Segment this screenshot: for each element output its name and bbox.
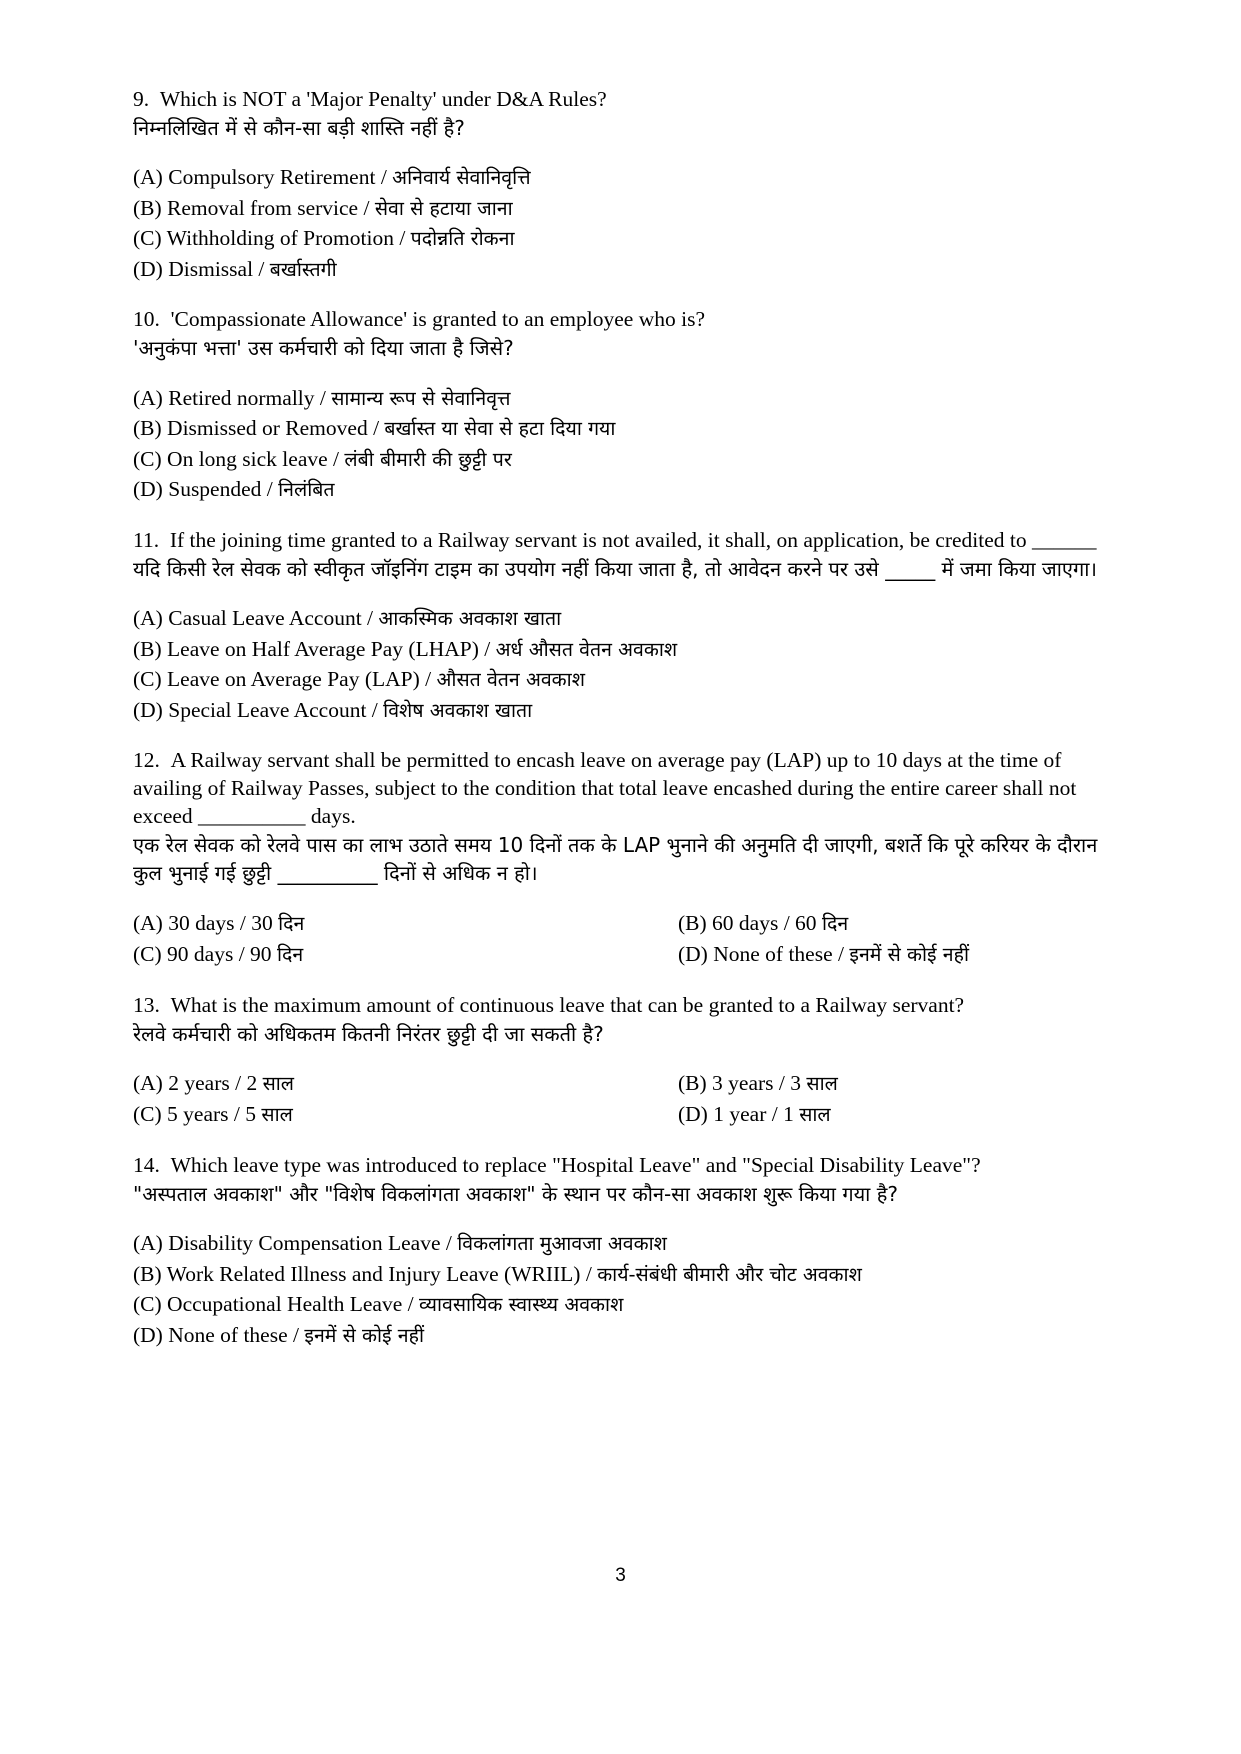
option-label: (D) <box>133 477 163 502</box>
option-label: (D) <box>678 941 708 966</box>
option-label: (D) <box>133 1322 163 1347</box>
question-number: 11. <box>133 527 160 552</box>
stem-options-spacer <box>133 363 1123 383</box>
option-list <box>133 908 1123 970</box>
option-text-en: Special Leave Account / <box>168 697 378 722</box>
option-text-en: None of these / <box>713 941 844 966</box>
option-text-hi: पदोन्नति रोकना <box>410 227 515 251</box>
option-text-en: Withholding of Promotion / <box>166 226 406 251</box>
option-text-hi: व्यावसायिक स्वास्थ्य अवकाश <box>418 1293 624 1317</box>
option-item[interactable] <box>133 162 1123 193</box>
option-label: (A) <box>133 1231 163 1256</box>
option-text-en: 1 year / 1 <box>713 1101 794 1126</box>
stem-options-spacer <box>133 1048 1123 1068</box>
option-text-hi: दिन <box>276 942 304 966</box>
option-text-hi: इनमें से कोई नहीं <box>849 942 970 966</box>
option-text-hi: बर्खास्तगी <box>269 257 337 281</box>
question-block <box>133 992 1123 1130</box>
stem-options-spacer <box>133 888 1123 908</box>
option-item[interactable] <box>133 603 1123 634</box>
option-text-en: Disability Compensation Leave / <box>168 1231 452 1256</box>
option-item[interactable] <box>133 1228 1123 1259</box>
option-item[interactable] <box>133 444 1123 475</box>
question-stem-hi: "अस्पताल अवकाश" और "विशेष विकलांगता अवकाश" के स्थान पर कौन-सा अवकाश शुरू किया गया है? <box>133 1181 898 1206</box>
option-label: (D) <box>678 1101 708 1126</box>
option-text-en: Leave on Average Pay (LAP) / <box>167 667 432 692</box>
option-item[interactable] <box>678 908 1123 939</box>
question-stem-hi: एक रेल सेवक को रेलवे पास का लाभ उठाते समय 10 दिनों तक के LAP भुनाने की अनुमति दी जाएगी, बशर्ते कि पूरे करियर के दौरान कुल भुनाई गई छुट्टी __________ दिनों से अधिक न हो। <box>133 832 1098 886</box>
question-block <box>133 527 1123 725</box>
option-label: (C) <box>133 446 162 471</box>
option-label: (C) <box>133 1101 162 1126</box>
option-text-hi: अनिवार्य सेवानिवृत्ति <box>392 166 531 190</box>
option-label: (B) <box>133 195 162 220</box>
question-number: 12. <box>133 748 160 773</box>
question-list <box>133 86 1123 1350</box>
option-list <box>133 603 1123 725</box>
option-item[interactable] <box>133 474 1123 505</box>
option-text-hi: विशेष अवकाश खाता <box>383 698 533 722</box>
question-stem-hi: निम्नलिखित में से कौन-सा बड़ी शास्ति नहीं है? <box>133 115 465 140</box>
option-item[interactable] <box>133 1259 1123 1290</box>
question-number: 13. <box>133 992 160 1017</box>
option-label: (A) <box>133 606 163 631</box>
option-text-hi: निलंबित <box>278 478 335 502</box>
option-label: (C) <box>133 226 162 251</box>
question-text-en: Which leave type was introduced to replace "Hospital Leave" and "Special Disability Leave"? <box>170 1152 981 1177</box>
option-label: (A) <box>133 385 163 410</box>
question-stem-en <box>133 527 1123 555</box>
option-list <box>133 1228 1123 1350</box>
option-item[interactable] <box>133 223 1123 254</box>
option-list <box>133 162 1123 284</box>
question-text-en: A Railway servant shall be permitted to encash leave on average pay (LAP) up to 10 days at the time of availing of Railway Passes, subject to the condition that total leave encashed during the entire career shall not exceed __________ days. <box>133 748 1077 829</box>
option-label: (C) <box>133 667 162 692</box>
option-item[interactable] <box>133 664 1123 695</box>
option-label: (B) <box>133 416 162 441</box>
option-text-en: 60 days / 60 <box>712 910 817 935</box>
question-block <box>133 747 1123 970</box>
option-item[interactable] <box>133 1068 678 1099</box>
question-number: 14. <box>133 1152 160 1177</box>
option-list <box>133 1068 1123 1130</box>
option-text-en: Compulsory Retirement / <box>168 165 387 190</box>
option-text-hi: विकलांगता मुआवजा अवकाश <box>457 1232 667 1256</box>
option-item[interactable] <box>133 383 1123 414</box>
option-text-hi: दिन <box>278 911 305 935</box>
question-text-en: What is the maximum amount of continuous leave that can be granted to a Railway servant? <box>170 992 965 1017</box>
question-text-en: If the joining time granted to a Railway servant is not availed, it shall, on application, be credited to ______ <box>169 527 1097 552</box>
option-text-en: Removal from service / <box>167 195 370 220</box>
option-text-en: 2 years / 2 <box>168 1071 258 1095</box>
option-item[interactable] <box>678 1068 1123 1099</box>
option-text-en: Occupational Health Leave / <box>167 1292 414 1317</box>
option-text-en: On long sick leave / <box>167 446 340 471</box>
option-text-en: Leave on Half Average Pay (LHAP) / <box>167 636 491 661</box>
option-text-hi: अर्ध औसत वेतन अवकाश <box>495 637 678 661</box>
option-text-en: Suspended / <box>168 477 273 502</box>
question-text-en: Which is NOT a 'Major Penalty' under D&A Rules? <box>159 87 607 111</box>
option-text-en: 90 days / 90 <box>167 941 272 966</box>
question-stem-en <box>133 1152 1123 1180</box>
option-text-en: Work Related Illness and Injury Leave (WRIIL) / <box>166 1261 592 1286</box>
option-text-en: Retired normally / <box>168 385 326 410</box>
option-text-en: 30 days / 30 <box>168 910 273 935</box>
question-block <box>133 306 1123 504</box>
option-label: (C) <box>133 941 162 966</box>
option-item[interactable] <box>133 939 678 970</box>
question-stem-en <box>133 86 1123 114</box>
option-label: (D) <box>133 697 163 722</box>
option-text-en: Casual Leave Account / <box>168 606 374 631</box>
option-text-hi: सामान्य रूप से सेवानिवृत्त <box>331 386 511 410</box>
question-block <box>133 86 1123 284</box>
option-text-hi: साल <box>262 1072 295 1095</box>
option-item[interactable] <box>678 1099 1123 1130</box>
question-stem-hi: 'अनुकंपा भत्ता' उस कर्मचारी को दिया जाता है जिसे? <box>133 336 514 361</box>
stem-options-spacer <box>133 142 1123 162</box>
option-text-hi: इनमें से कोई नहीं <box>304 1323 425 1347</box>
option-item[interactable] <box>133 254 1123 285</box>
question-block <box>133 1152 1123 1350</box>
option-text-hi: बर्खास्त या सेवा से हटा दिया गया <box>384 417 616 441</box>
option-text-hi: कार्य-संबंधी बीमारी और चोट अवकाश <box>597 1262 862 1286</box>
option-label: (B) <box>133 636 162 661</box>
option-text-hi: दिन <box>821 911 849 935</box>
option-item[interactable] <box>133 634 1123 665</box>
option-label: (A) <box>133 165 163 190</box>
option-item[interactable] <box>133 908 678 939</box>
option-text-hi: आकस्मिक अवकाश खाता <box>378 607 562 631</box>
option-item[interactable] <box>133 1099 678 1130</box>
option-item[interactable] <box>133 413 1123 444</box>
option-text-en: Dismissal / <box>168 256 265 281</box>
option-text-en: 3 years / 3 <box>712 1071 802 1095</box>
option-item[interactable] <box>133 193 1123 224</box>
option-label: (C) <box>133 1292 162 1317</box>
question-stem-hi: यदि किसी रेल सेवक को स्वीकृत जॉइनिंग टाइम का उपयोग नहीं किया जाता है, तो आवेदन करने पर उसे _____ में जमा किया जाएगा। <box>133 556 1097 581</box>
option-item[interactable] <box>133 1320 1123 1351</box>
option-label: (B) <box>678 1071 707 1095</box>
option-label: (B) <box>678 910 707 935</box>
question-stem-hi: रेलवे कर्मचारी को अधिकतम कितनी निरंतर छुट्टी दी जा सकती है? <box>133 1021 604 1046</box>
question-text-en: 'Compassionate Allowance' is granted to an employee who is? <box>170 307 705 332</box>
stem-options-spacer <box>133 1208 1123 1228</box>
question-number: 10. <box>133 307 160 332</box>
option-list <box>133 383 1123 505</box>
option-text-en: None of these / <box>168 1322 299 1347</box>
option-text-hi: सेवा से हटाया जाना <box>374 196 513 220</box>
option-label: (A) <box>133 1071 163 1095</box>
option-item[interactable] <box>133 1289 1123 1320</box>
question-stem-en <box>133 992 1123 1020</box>
option-text-en: Dismissed or Removed / <box>167 416 380 441</box>
question-stem-en <box>133 306 1123 334</box>
option-text-hi: लंबी बीमारी की छुट्टी पर <box>344 447 512 471</box>
question-stem-en <box>133 747 1123 831</box>
option-text-hi: साल <box>806 1072 838 1095</box>
option-text-hi: साल <box>261 1102 293 1126</box>
question-number: 9. <box>133 87 150 111</box>
option-text-en: 5 years / 5 <box>167 1101 257 1126</box>
option-label: (A) <box>133 910 163 935</box>
stem-options-spacer <box>133 583 1123 603</box>
option-text-hi: साल <box>799 1102 831 1126</box>
option-text-hi: औसत वेतन अवकाश <box>436 668 585 692</box>
option-item[interactable] <box>133 695 1123 726</box>
option-label: (B) <box>133 1261 162 1286</box>
page-number: 3 <box>615 1565 626 1586</box>
option-label: (D) <box>133 256 163 281</box>
option-item[interactable] <box>678 939 1123 970</box>
